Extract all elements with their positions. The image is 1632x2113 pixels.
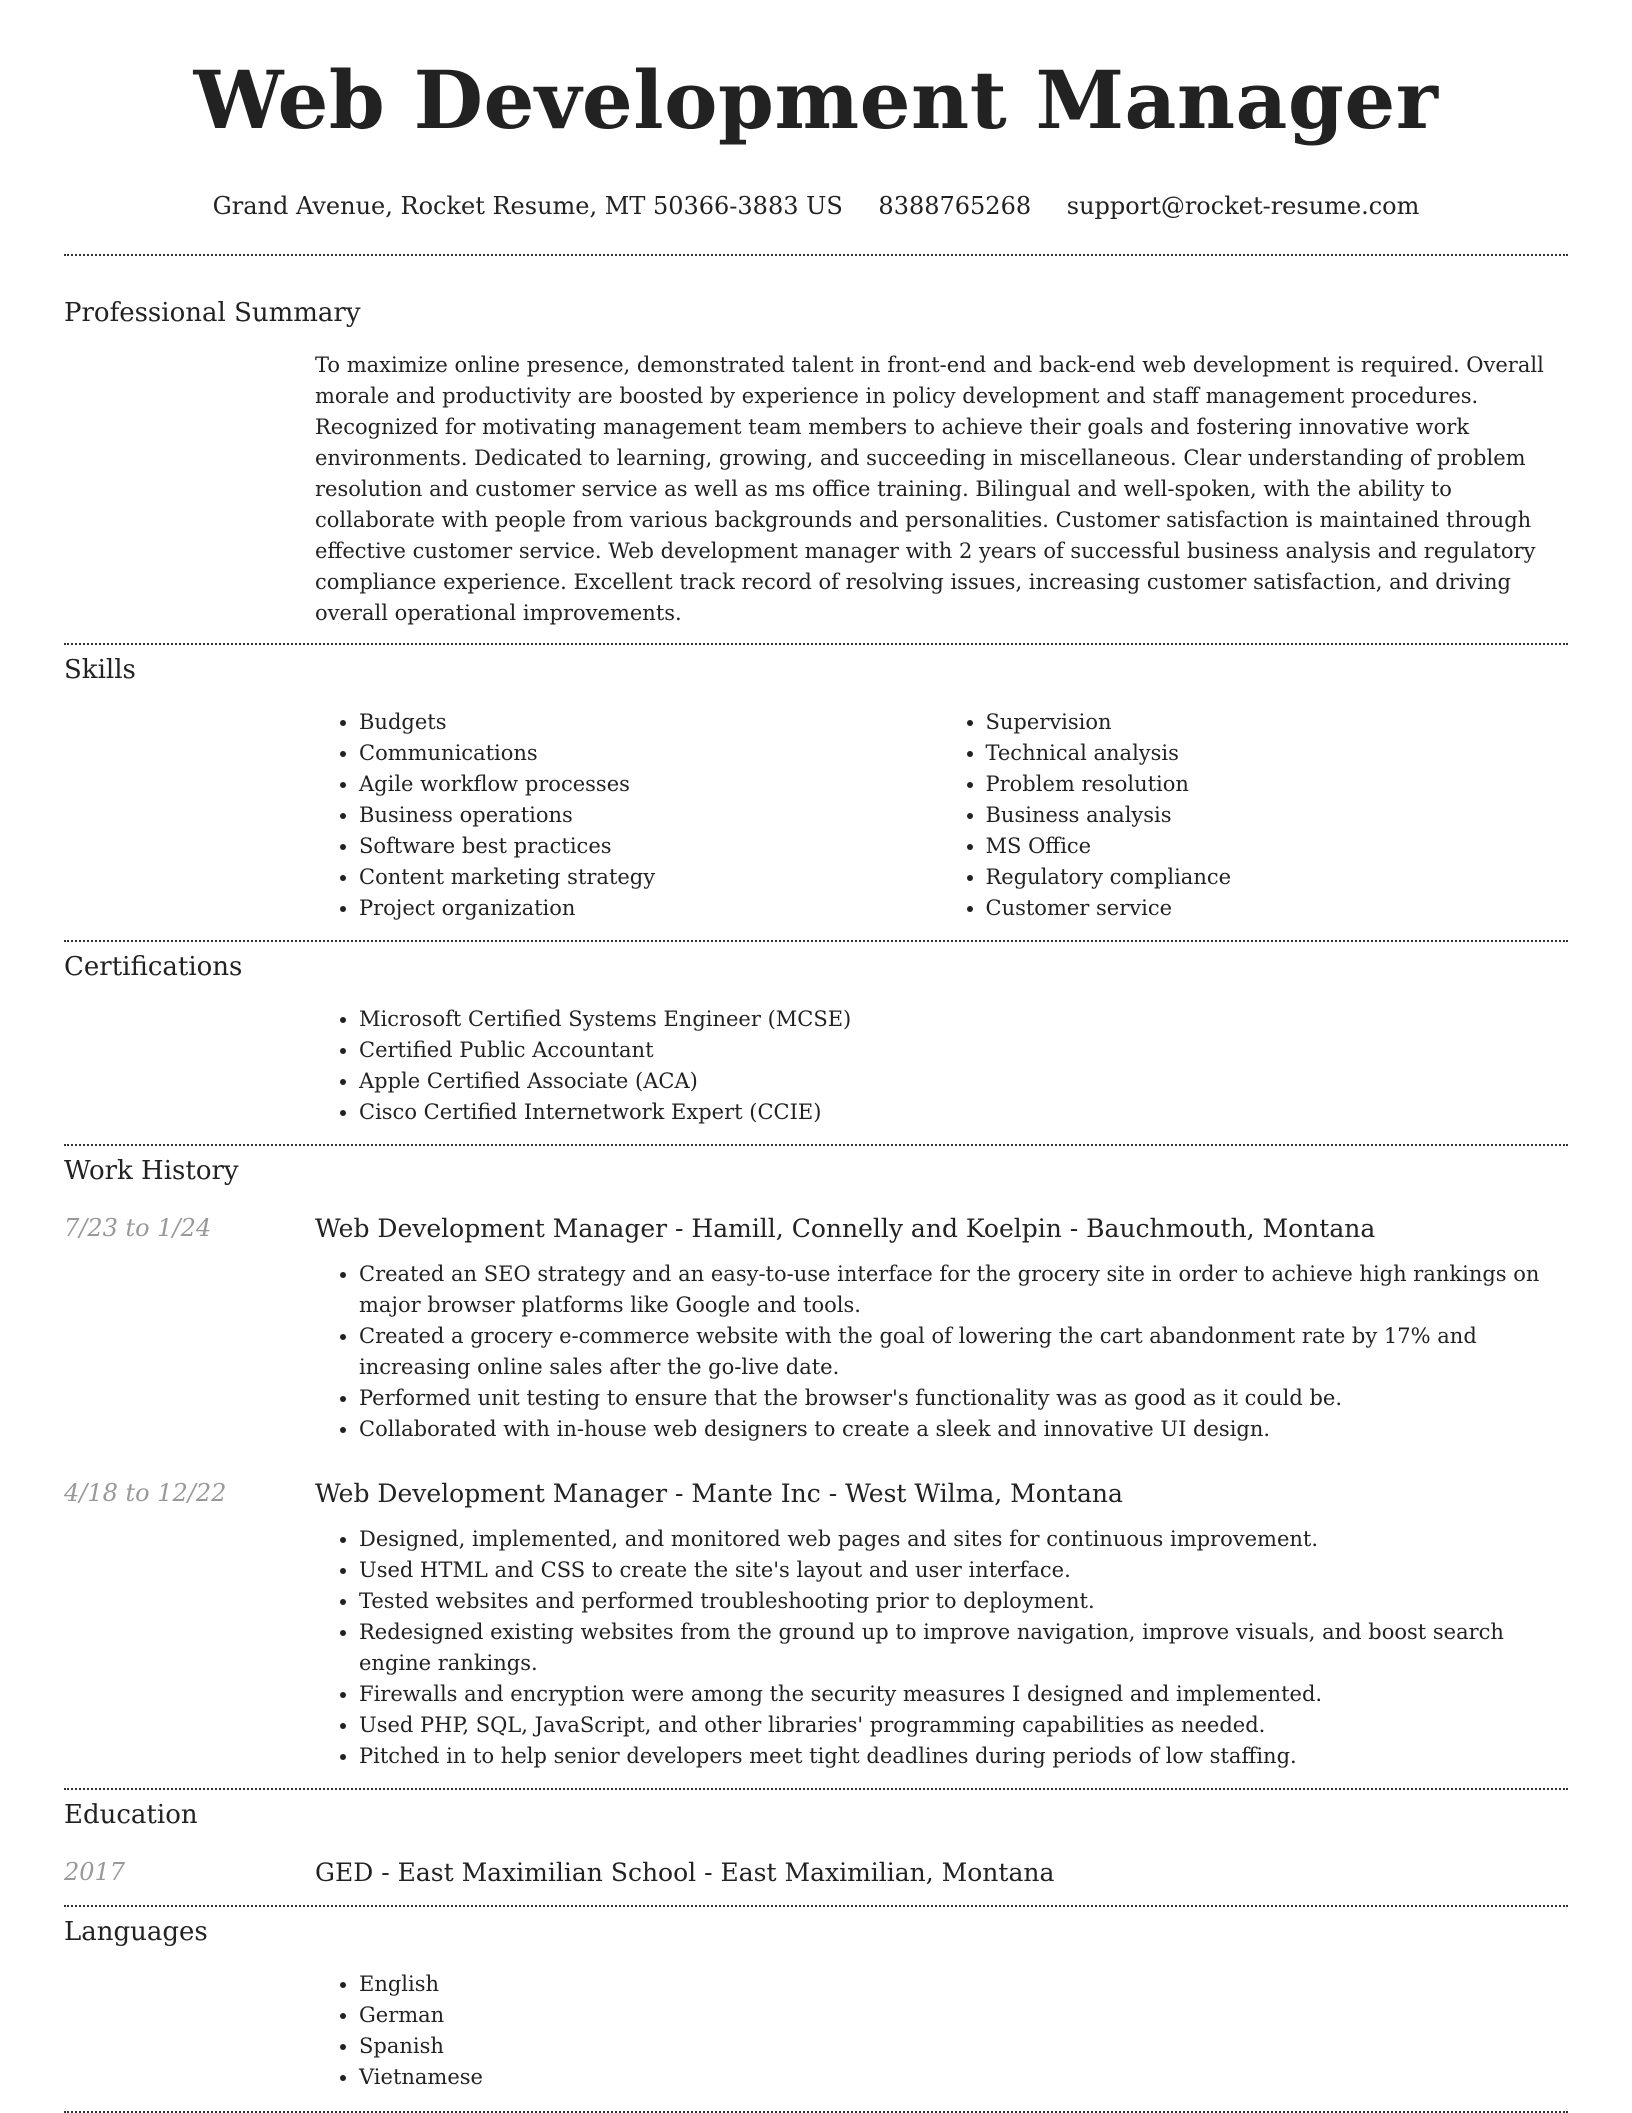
job-bullets xyxy=(315,1259,1568,1445)
job-bullet: • Tested websites and performed troubleshooting prior to deployment. xyxy=(359,1586,1568,1617)
job-bullet: • Collaborated with in-house web designers to create a sleek and innovative UI design. xyxy=(359,1414,1568,1445)
skill-item: • Supervision xyxy=(986,707,1569,738)
skill-item: • Technical analysis xyxy=(986,738,1569,769)
resume-page xyxy=(64,0,1568,2113)
job-bullet: • Created an SEO strategy and an easy-to-use interface for the grocery site in order to achieve high rankings on major browser platforms like Google and tools. xyxy=(359,1259,1568,1321)
skill-item: • Project organization xyxy=(359,893,942,924)
skill-item: • Content marketing strategy xyxy=(359,862,942,893)
education-text: GED - East Maximilian School - East Maximilian, Montana xyxy=(315,1858,1055,1887)
certifications-section xyxy=(64,942,1568,1144)
certification-item: • Cisco Certified Internetwork Expert (CCIE) xyxy=(359,1097,1568,1128)
job-bullet: • Performed unit testing to ensure that the browser's functionality was as good as it could be. xyxy=(359,1383,1568,1414)
job-bullet: • Used PHP, SQL, JavaScript, and other libraries' programming capabilities as needed. xyxy=(359,1710,1568,1741)
education-title: Education xyxy=(64,1800,198,1830)
job-bullet: • Designed, implemented, and monitored web pages and sites for continuous improvement. xyxy=(359,1524,1568,1555)
job-entry xyxy=(64,1479,1568,1788)
education-section xyxy=(64,1790,1568,1905)
job-bullet: • Created a grocery e-commerce website with the goal of lowering the cart abandonment rate by 17% and increasing online sales after the go-live date. xyxy=(359,1321,1568,1383)
contact-address: Grand Avenue, Rocket Resume, MT 50366-3883 US xyxy=(212,192,843,220)
job-title: Web Development Manager - Mante Inc - West Wilma, Montana xyxy=(315,1479,1123,1508)
skill-item: • Business operations xyxy=(359,800,942,831)
skill-item: • Customer service xyxy=(986,893,1569,924)
education-entry xyxy=(64,1858,1568,1905)
education-date: 2017 xyxy=(64,1858,126,1886)
languages-content xyxy=(315,1969,1568,2111)
language-item: • German xyxy=(359,2000,1568,2031)
skill-item: • Business analysis xyxy=(986,800,1569,831)
contact-line xyxy=(64,192,1568,222)
contact-email: support@rocket-resume.com xyxy=(1066,192,1420,220)
job-date: 4/18 to 12/22 xyxy=(64,1479,227,1507)
skill-item: • Agile workflow processes xyxy=(359,769,942,800)
certifications-content xyxy=(315,1004,1568,1144)
languages-list xyxy=(315,1969,1568,2093)
skill-item: • Regulatory compliance xyxy=(986,862,1569,893)
languages-section xyxy=(64,1907,1568,2111)
language-item: • Spanish xyxy=(359,2031,1568,2062)
skills-title: Skills xyxy=(64,655,136,685)
job-bullet: • Used HTML and CSS to create the site's layout and user interface. xyxy=(359,1555,1568,1586)
job-title: Web Development Manager - Hamill, Connelly and Koelpin - Bauchmouth, Montana xyxy=(315,1214,1376,1243)
languages-title: Languages xyxy=(64,1917,208,1947)
job-entry xyxy=(64,1214,1568,1445)
language-item: • English xyxy=(359,1969,1568,2000)
job-date: 7/23 to 1/24 xyxy=(64,1214,212,1242)
job-bullet: • Redesigned existing websites from the ground up to improve navigation, improve visuals, and boost search engine rankings. xyxy=(359,1617,1568,1679)
skills-list-left xyxy=(315,707,942,924)
summary-text: To maximize online presence, demonstrated talent in front-end and back-end web development is required. Overall morale and productivity are boosted by experience in policy development and staff management procedures. Recognized for motivating management team members to achieve their goals and fostering innovative work environments. Dedicated to learning, growing, and succeeding in miscellaneous. Clear understanding of problem resolution and customer service as well as ms office training. Bilingual and well-spoken, with the ability to collaborate with people from various backgrounds and personalities. Customer satisfaction is maintained through effective customer service. Web development manager with 2 years of successful business analysis and regulatory compliance experience. Excellent track record of resolving issues, increasing customer satisfaction, and driving overall operational improvements. xyxy=(315,353,1544,625)
resume-name: Web Development Manager xyxy=(193,53,1439,147)
skill-item: • Budgets xyxy=(359,707,942,738)
skills-list-right xyxy=(942,707,1569,924)
summary-section xyxy=(64,256,1568,643)
job-bullet: • Firewalls and encryption were among the security measures I designed and implemented. xyxy=(359,1679,1568,1710)
skills-columns xyxy=(315,707,1568,940)
work-history-title: Work History xyxy=(64,1156,239,1186)
skill-item: • Software best practices xyxy=(359,831,942,862)
skill-item: • Problem resolution xyxy=(986,769,1569,800)
job-bullets xyxy=(315,1524,1568,1772)
skill-item: • Communications xyxy=(359,738,942,769)
language-item: • Vietnamese xyxy=(359,2062,1568,2093)
certification-item: • Apple Certified Associate (ACA) xyxy=(359,1066,1568,1097)
certification-item: • Microsoft Certified Systems Engineer (MCSE) xyxy=(359,1004,1568,1035)
contact-phone: 8388765268 xyxy=(878,192,1032,220)
skills-section xyxy=(64,645,1568,940)
certifications-list xyxy=(315,1004,1568,1128)
skill-item: • MS Office xyxy=(986,831,1569,862)
summary-title: Professional Summary xyxy=(64,298,361,328)
certifications-title: Certifications xyxy=(64,952,243,982)
job-bullet: • Pitched in to help senior developers meet tight deadlines during periods of low staffing. xyxy=(359,1741,1568,1772)
work-history-section xyxy=(64,1146,1568,1788)
certification-item: • Certified Public Accountant xyxy=(359,1035,1568,1066)
